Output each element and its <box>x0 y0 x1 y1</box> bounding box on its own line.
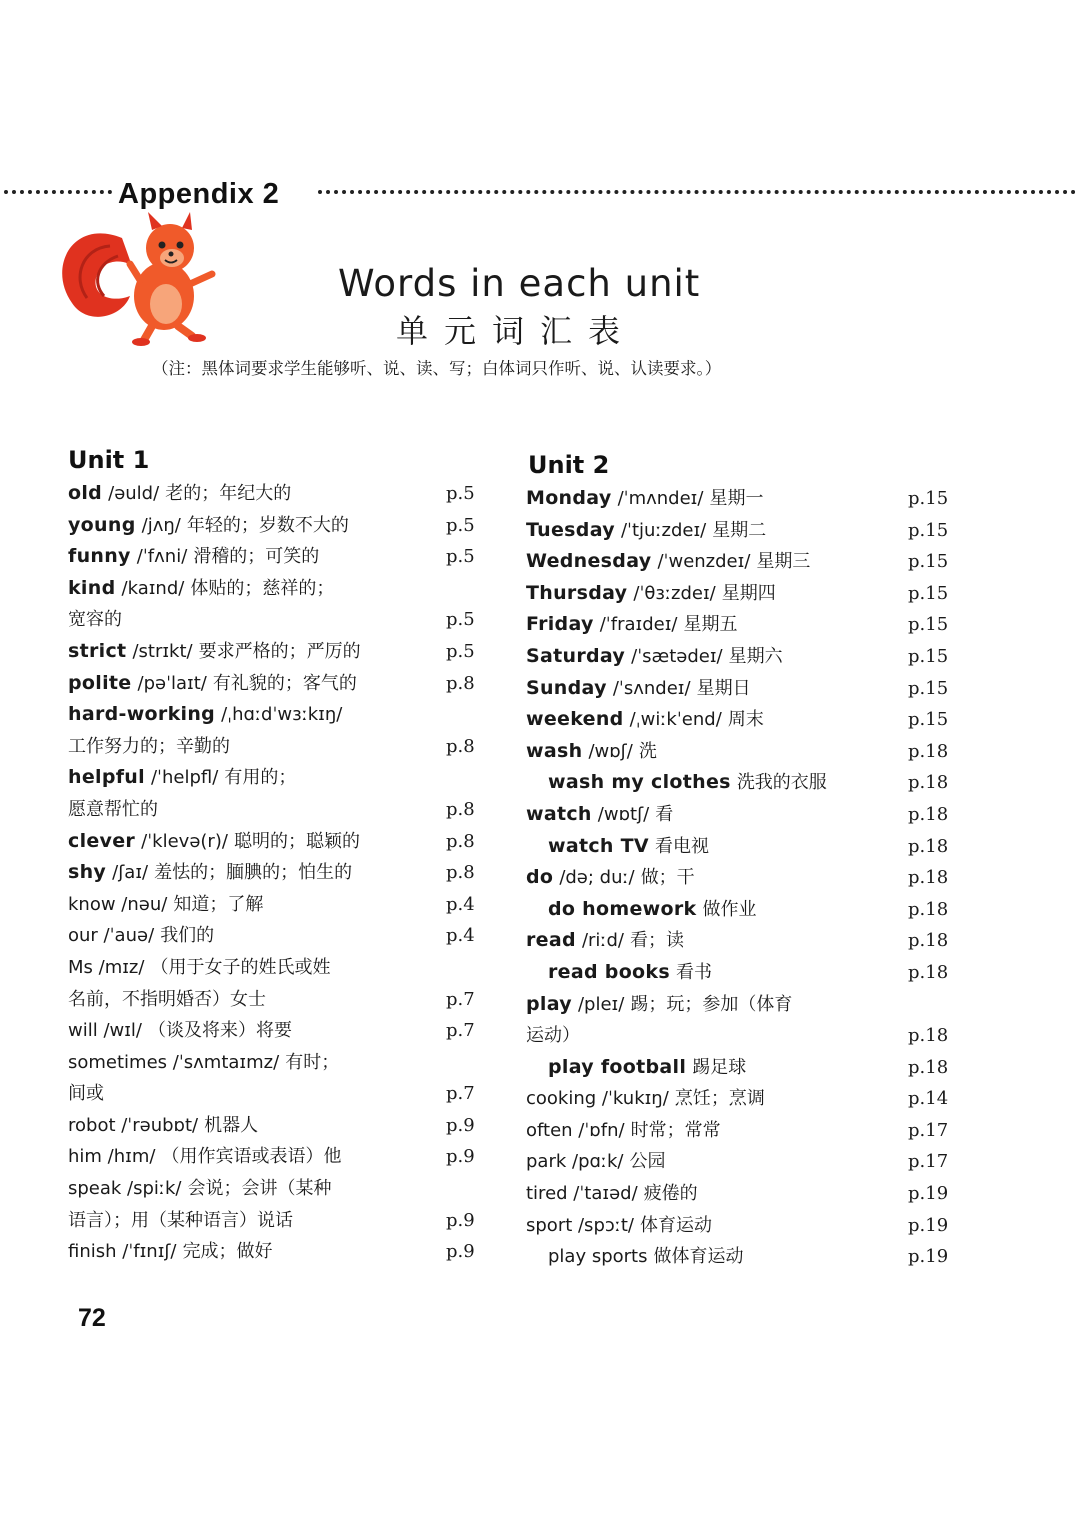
vocab-phonetic: play sports <box>548 1246 648 1268</box>
vocab-meaning: 时常；常常 <box>630 1119 721 1141</box>
vocab-entry <box>526 989 956 1021</box>
vocab-meaning: 间或 <box>68 1083 104 1105</box>
vocab-meaning: 疲倦的 <box>643 1183 698 1205</box>
vocab-phonetic: /wɒʃ/ <box>588 740 633 762</box>
vocab-entry <box>68 794 480 826</box>
vocab-meaning: 烹饪；烹调 <box>674 1088 765 1110</box>
vocab-entry <box>68 573 480 605</box>
vocab-page-ref: p.18 <box>908 867 949 889</box>
unit-2-heading: Unit 2 <box>528 451 610 479</box>
vocab-meaning: 我们的 <box>160 925 215 947</box>
vocab-page-ref: p.4 <box>446 925 475 947</box>
vocab-meaning: 看电视 <box>654 835 709 857</box>
vocab-word: Wednesday <box>526 550 652 573</box>
vocab-meaning: 名前，不指明婚否）女士 <box>68 988 266 1010</box>
vocab-entry <box>526 831 956 863</box>
vocab-entry <box>526 1052 956 1084</box>
vocab-phonetic: /ˈθɜːzdeɪ/ <box>633 582 716 604</box>
vocab-phonetic: /ˈwenzdeɪ/ <box>657 551 751 573</box>
vocab-entry <box>68 1173 480 1205</box>
vocab-page-ref: p.4 <box>446 893 475 915</box>
vocab-entry <box>526 1178 956 1210</box>
vocab-entry <box>526 609 956 641</box>
vocab-page-ref: p.14 <box>908 1088 949 1110</box>
vocab-page-ref: p.9 <box>446 1146 475 1168</box>
vocab-meaning: 做体育运动 <box>653 1246 744 1268</box>
vocab-entry <box>526 515 956 547</box>
vocab-phonetic: speak /spiːk/ <box>68 1178 182 1200</box>
vocab-phonetic: /ˈtjuːzdeɪ/ <box>620 519 707 541</box>
vocab-meaning: 羞怯的；腼腆的；怕生的 <box>154 862 353 884</box>
vocab-meaning: 做；干 <box>640 867 695 889</box>
vocab-meaning: （用作宾语或表语）他 <box>161 1146 342 1168</box>
vocab-page-ref: p.5 <box>446 640 475 662</box>
vocab-word: watch <box>526 802 592 825</box>
vocab-meaning: 公园 <box>629 1151 666 1173</box>
vocab-meaning: 星期三 <box>756 551 811 573</box>
vocab-page-ref: p.8 <box>446 862 475 884</box>
vocab-page-ref: p.19 <box>908 1183 949 1205</box>
vocab-word: clever <box>68 829 136 852</box>
vocab-meaning: 运动） <box>526 1025 580 1047</box>
vocab-page-ref: p.15 <box>908 488 949 509</box>
vocab-entry <box>68 857 480 889</box>
vocab-entry <box>526 673 956 705</box>
vocab-word: shy <box>68 861 107 884</box>
vocab-entry <box>68 636 480 668</box>
vocab-entry <box>68 952 480 984</box>
vocab-phonetic: /ˌwiːkˈend/ <box>629 709 722 731</box>
vocab-meaning: 星期日 <box>696 677 751 699</box>
vocab-phonetic: /wɒtʃ/ <box>597 803 650 825</box>
vocab-meaning: 滑稽的；可笑的 <box>193 546 320 568</box>
vocab-phonetic: /ˈsʌndeɪ/ <box>612 677 691 699</box>
usage-note: （注：黑体词要求学生能够听、说、读、写；白体词只作听、说、认读要求。） <box>152 359 722 378</box>
vocab-phonetic: robot /ˈrəubɒt/ <box>68 1114 199 1136</box>
vocab-entry <box>526 862 956 894</box>
vocab-page-ref: p.9 <box>446 1114 475 1136</box>
vocab-phonetic: park /pɑːk/ <box>526 1151 624 1173</box>
vocab-word: Thursday <box>526 581 628 604</box>
vocab-entry <box>526 483 956 515</box>
vocab-phonetic: /ʃaɪ/ <box>112 862 149 884</box>
vocab-entry <box>68 1110 480 1142</box>
vocab-entry <box>68 541 480 573</box>
unit-1-word-list <box>68 478 480 1268</box>
vocab-page-ref: p.15 <box>908 677 949 699</box>
vocab-meaning: （谈及将来）将要 <box>148 1020 293 1042</box>
vocab-phonetic: /riːd/ <box>581 930 624 952</box>
vocab-entry <box>68 1141 480 1173</box>
vocab-page-ref: p.18 <box>908 961 949 983</box>
vocab-phonetic: our /ˈauə/ <box>68 925 155 947</box>
vocab-phonetic: him /hɪm/ <box>68 1146 156 1168</box>
vocab-phonetic: /ˈmʌndeɪ/ <box>617 488 704 509</box>
vocab-meaning: 星期四 <box>721 582 776 604</box>
vocab-phonetic: /də; duː/ <box>559 867 635 889</box>
vocab-page-ref: p.18 <box>908 772 949 794</box>
vocab-entry <box>68 889 480 921</box>
vocab-meaning: 星期二 <box>712 519 767 541</box>
vocab-entry <box>68 1015 480 1047</box>
vocab-word: Friday <box>526 613 594 636</box>
vocab-entry <box>526 641 956 673</box>
vocab-word: strict <box>68 639 127 662</box>
vocab-entry <box>68 699 480 731</box>
vocab-meaning: 体育运动 <box>640 1214 712 1236</box>
unit-1-heading: Unit 1 <box>68 446 150 474</box>
vocab-page-ref: p.7 <box>446 988 475 1010</box>
vocab-phonetic: sometimes /ˈsʌmtaɪmz/ <box>68 1051 280 1073</box>
vocab-page-ref: p.8 <box>446 735 475 757</box>
vocab-phonetic: know /nəu/ <box>68 893 168 915</box>
vocab-meaning: 知道；了解 <box>173 893 264 915</box>
vocab-meaning: 有用的； <box>224 767 297 789</box>
vocab-page-ref: p.15 <box>908 582 949 604</box>
vocab-meaning: 有礼貌的；客气的 <box>212 672 357 694</box>
vocab-page-ref: p.19 <box>908 1214 949 1236</box>
vocab-page-ref: p.7 <box>446 1020 475 1042</box>
vocab-phonetic: /ˈfʌni/ <box>136 546 188 568</box>
vocab-phonetic: /pəˈlaɪt/ <box>137 672 207 694</box>
vocab-entry <box>68 1078 480 1110</box>
vocab-meaning: 看书 <box>676 961 712 983</box>
dotted-rule-right <box>318 190 1076 194</box>
vocab-word: read books <box>548 960 670 983</box>
vocab-word: weekend <box>526 708 624 731</box>
vocab-entry <box>526 1020 956 1052</box>
vocab-word: helpful <box>68 766 145 789</box>
vocab-page-ref: p.15 <box>908 519 949 541</box>
vocab-entry <box>68 668 480 700</box>
page-number: 72 <box>78 1304 106 1332</box>
vocab-meaning: 星期一 <box>709 488 764 509</box>
vocab-phonetic: /strɪkt/ <box>132 640 193 662</box>
vocab-entry <box>526 894 956 926</box>
vocab-entry <box>68 731 480 763</box>
vocab-meaning: 语言）；用（某种语言）说话 <box>68 1209 293 1231</box>
vocab-page-ref: p.18 <box>908 740 949 762</box>
vocab-page-ref: p.18 <box>908 803 949 825</box>
vocab-meaning: 愿意帮忙的 <box>68 798 158 820</box>
vocab-meaning: 看 <box>655 803 674 825</box>
vocab-page-ref: p.5 <box>446 609 475 631</box>
vocab-page-ref: p.8 <box>446 672 475 694</box>
vocab-phonetic: /kaɪnd/ <box>121 577 185 599</box>
vocab-entry <box>68 1047 480 1079</box>
vocab-word: do homework <box>548 897 697 920</box>
vocab-phonetic: often /ˈɒfn/ <box>526 1119 625 1141</box>
unit-2-word-list <box>526 483 956 1273</box>
vocab-page-ref: p.18 <box>908 1025 949 1047</box>
vocab-phonetic: /ˈsætədeɪ/ <box>631 645 723 667</box>
vocab-entry <box>526 767 956 799</box>
vocab-entry <box>526 799 956 831</box>
vocab-word: read <box>526 929 576 952</box>
page-title-chinese: 单元词汇表 <box>396 312 637 350</box>
vocab-entry <box>526 957 956 989</box>
vocab-page-ref: p.15 <box>908 645 949 667</box>
vocab-entry <box>68 510 480 542</box>
vocab-phonetic: finish /ˈfɪnɪʃ/ <box>68 1241 177 1263</box>
vocab-meaning: 会说；会讲（某种 <box>187 1178 332 1200</box>
vocab-entry <box>68 762 480 794</box>
vocab-entry <box>526 925 956 957</box>
vocab-entry <box>526 1210 956 1242</box>
vocab-meaning: 宽容的 <box>68 609 122 631</box>
vocab-entry <box>526 578 956 610</box>
vocab-page-ref: p.15 <box>908 614 949 636</box>
vocab-phonetic: /ˈfraɪdeɪ/ <box>599 614 678 636</box>
vocab-page-ref: p.5 <box>446 514 475 536</box>
vocab-meaning: 工作努力的；辛勤的 <box>68 735 230 757</box>
vocab-meaning: 周末 <box>727 709 764 731</box>
vocab-word: polite <box>68 671 132 694</box>
vocab-page-ref: p.17 <box>908 1119 949 1141</box>
vocab-entry <box>68 604 480 636</box>
vocab-page-ref: p.17 <box>908 1151 949 1173</box>
vocab-page-ref: p.18 <box>908 835 949 857</box>
vocab-meaning: 有时； <box>285 1051 340 1073</box>
vocab-word: hard-working <box>68 703 216 726</box>
vocab-word: do <box>526 866 554 889</box>
vocab-word: Tuesday <box>526 518 615 541</box>
vocab-word: wash <box>526 739 583 762</box>
vocab-word: old <box>68 482 103 504</box>
vocab-entry <box>526 736 956 768</box>
vocab-page-ref: p.18 <box>908 898 949 920</box>
vocab-meaning: 体贴的；慈祥的； <box>190 577 335 599</box>
vocab-meaning: 要求严格的；严厉的 <box>198 640 361 662</box>
vocab-word: watch TV <box>548 834 649 857</box>
vocab-meaning: （用于女子的姓氏或姓 <box>150 956 331 978</box>
vocab-entry <box>526 1241 956 1273</box>
vocab-page-ref: p.7 <box>446 1083 475 1105</box>
vocab-meaning: 看；读 <box>630 930 685 952</box>
vocab-entry <box>526 1146 956 1178</box>
vocab-meaning: 星期六 <box>728 645 783 667</box>
vocab-meaning: 老的；年纪大的 <box>165 483 292 504</box>
vocab-page-ref: p.5 <box>446 546 475 568</box>
squirrel-illustration <box>52 208 227 348</box>
vocab-entry <box>68 984 480 1016</box>
vocab-phonetic: /ˌhɑːdˈwɜːkɪŋ/ <box>221 704 343 726</box>
vocab-page-ref: p.9 <box>446 1209 475 1231</box>
vocab-page-ref: p.5 <box>446 483 475 504</box>
vocab-word: play football <box>548 1055 687 1078</box>
vocab-entry <box>68 826 480 858</box>
vocab-entry <box>526 1115 956 1147</box>
dotted-rule-left <box>4 190 112 194</box>
vocab-page-ref: p.19 <box>908 1246 949 1268</box>
appendix-heading: Appendix 2 <box>118 178 280 210</box>
vocab-entry <box>526 546 956 578</box>
vocab-phonetic: Ms /mɪz/ <box>68 956 145 978</box>
vocab-page-ref: p.15 <box>908 551 949 573</box>
vocab-meaning: 聪明的；聪颖的 <box>233 830 360 852</box>
vocab-meaning: 踢足球 <box>692 1056 747 1078</box>
vocab-page-ref: p.18 <box>908 1056 949 1078</box>
vocab-word: Saturday <box>526 644 626 667</box>
vocab-word: Monday <box>526 487 612 509</box>
vocab-entry <box>68 478 480 510</box>
vocab-phonetic: /ˈhelpfl/ <box>150 767 219 789</box>
vocab-phonetic: /əuld/ <box>108 483 160 504</box>
vocab-phonetic: cooking /ˈkukɪŋ/ <box>526 1088 669 1110</box>
vocab-meaning: 年轻的；岁数不大的 <box>186 514 349 536</box>
vocab-phonetic: /pleɪ/ <box>577 993 625 1015</box>
vocab-phonetic: sport /spɔːt/ <box>526 1214 634 1236</box>
vocab-phonetic: will /wɪl/ <box>68 1020 142 1042</box>
vocab-meaning: 星期五 <box>683 614 738 636</box>
vocab-meaning: 踢；玩；参加（体育 <box>630 993 793 1015</box>
vocab-word: kind <box>68 576 116 599</box>
page-title-english: Words in each unit <box>338 262 701 305</box>
vocab-meaning: 完成；做好 <box>182 1241 273 1263</box>
vocab-meaning: 洗 <box>638 740 657 762</box>
vocab-page-ref: p.9 <box>446 1241 475 1263</box>
vocab-page-ref: p.18 <box>908 930 949 952</box>
vocab-phonetic: tired /ˈtaɪəd/ <box>526 1183 638 1205</box>
vocab-entry <box>68 1205 480 1237</box>
vocab-word: play <box>526 992 572 1015</box>
vocab-entry <box>68 920 480 952</box>
vocab-meaning: 洗我的衣服 <box>736 772 827 794</box>
vocab-phonetic: /jʌŋ/ <box>141 514 181 536</box>
vocab-meaning: 做作业 <box>702 898 757 920</box>
vocab-entry <box>68 1236 480 1268</box>
vocab-meaning: 机器人 <box>204 1114 259 1136</box>
vocab-entry <box>526 1083 956 1115</box>
vocab-word: funny <box>68 545 131 568</box>
vocab-page-ref: p.8 <box>446 798 475 820</box>
vocab-word: Sunday <box>526 676 607 699</box>
vocab-word: young <box>68 513 136 536</box>
vocab-page-ref: p.8 <box>446 830 475 852</box>
vocab-phonetic: /ˈklevə(r)/ <box>141 830 228 852</box>
vocab-entry <box>526 704 956 736</box>
vocab-word: wash my clothes <box>548 771 731 794</box>
vocab-page-ref: p.15 <box>908 709 949 731</box>
